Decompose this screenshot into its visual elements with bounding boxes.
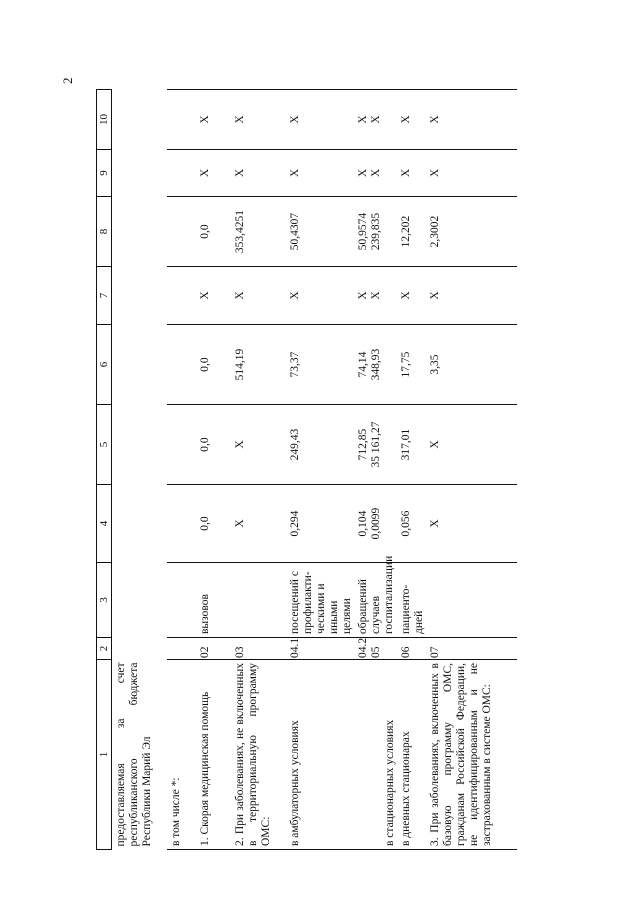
cell-value: 249,43 <box>289 428 301 461</box>
column-header: 1 <box>97 660 112 850</box>
row-unit: вызовов <box>199 594 211 634</box>
cell-value: X <box>428 168 441 178</box>
row-code: 06 <box>399 646 412 658</box>
table-row <box>354 90 397 850</box>
cell-value: 0,056 <box>399 510 412 537</box>
row-code: 05 <box>369 646 382 658</box>
table-row <box>286 90 354 850</box>
table-row <box>167 90 196 850</box>
column-header: 8 <box>97 197 112 267</box>
row-unit: обращений <box>356 579 369 634</box>
cell-value: X <box>289 115 301 124</box>
table-row <box>426 90 517 850</box>
cell-value: 0,294 <box>289 510 301 537</box>
table-row <box>196 90 231 850</box>
cell-value: X <box>289 168 301 178</box>
row-code: 02 <box>199 646 211 658</box>
cell-value: 0,0 <box>199 357 211 372</box>
cell-value: X <box>428 519 441 528</box>
column-header: 10 <box>97 90 112 150</box>
row-code: 04.2 <box>356 637 369 658</box>
column-header: 9 <box>97 150 112 197</box>
cell-value: X <box>234 115 246 124</box>
column-header: 2 <box>97 638 112 660</box>
cell-value: 514,19 <box>234 348 246 381</box>
cell-value: 35 161,27 <box>369 421 382 468</box>
cell-value: 712,85 <box>356 428 369 461</box>
cell-value: 73,37 <box>289 351 301 378</box>
column-header: 6 <box>97 325 112 405</box>
cell-value: X <box>399 115 412 124</box>
row-incl-text: в том числе *: <box>170 777 182 846</box>
row-code: 07 <box>428 646 441 658</box>
cell-value: X <box>369 291 382 300</box>
row-name: в дневных стационарах <box>399 731 412 846</box>
cell-value: 3,35 <box>428 354 441 375</box>
cell-value: X <box>199 115 211 124</box>
table-row <box>112 90 168 850</box>
cell-value: 353,4251 <box>234 209 246 254</box>
row-code: 04.1 <box>289 637 301 658</box>
row-name: 2. При заболеваниях, не включенных в территориальную программу ОМС: <box>234 663 272 846</box>
column-header: 4 <box>97 485 112 563</box>
cell-value: X <box>356 291 369 300</box>
cell-value: 0,0 <box>199 516 211 531</box>
cell-value: 74,14 <box>356 351 369 378</box>
cell-value: 50,4307 <box>289 212 301 251</box>
cell-value: X <box>428 291 441 300</box>
cell-value: X <box>289 291 301 300</box>
cell-value: X <box>234 519 246 528</box>
table-row <box>397 90 426 850</box>
cell-value: 0,0 <box>199 437 211 452</box>
row-name: 3. При заболеваниях, включенных в базовую программу ОМС, гражданам Российской Федерации, не идентифицированным и не застрахованным в системе ОМС: <box>428 663 493 846</box>
cell-value: 348,93 <box>369 348 382 381</box>
cell-value: X <box>199 291 211 300</box>
cell-value: X <box>356 168 369 178</box>
row-unit: случаев госпитализации <box>369 555 395 634</box>
cell-value: X <box>399 291 412 300</box>
column-header: 3 <box>97 563 112 638</box>
cell-value: 0,104 <box>356 510 369 537</box>
cell-value: 0,0 <box>199 224 211 239</box>
row-unit: посещений с профилакти-ческими и иными целями <box>289 571 353 634</box>
cell-value: 17,75 <box>399 351 412 378</box>
cell-value: X <box>356 115 369 124</box>
cell-value: X <box>234 291 246 300</box>
column-header: 5 <box>97 405 112 485</box>
cell-value: X <box>199 168 211 178</box>
cell-value: X <box>399 168 412 178</box>
cell-value: 12,202 <box>399 215 412 248</box>
cell-value: 317,01 <box>399 428 412 461</box>
cell-value: X <box>369 168 382 178</box>
row-name: в амбулаторных условиях <box>289 720 301 846</box>
cell-value: X <box>428 440 441 449</box>
cell-value: X <box>428 115 441 124</box>
table-header <box>97 90 112 850</box>
cell-value: X <box>234 440 246 449</box>
cell-value: 50,9574 <box>356 212 369 251</box>
column-header: 7 <box>97 267 112 325</box>
budget-table <box>96 89 517 850</box>
row-unit: пациенто-дней <box>399 584 425 634</box>
rotated-page <box>96 90 493 850</box>
row-name: в стационарных условиях <box>383 719 396 846</box>
cell-value: 239,835 <box>369 212 382 251</box>
page-number: 2 <box>60 77 75 84</box>
cell-value: X <box>369 115 382 124</box>
row-code: 03 <box>234 646 246 658</box>
row-intro-text: предоставляемая за счет республиканского бюджета Республики Марий Эл <box>115 662 153 847</box>
table-row <box>231 90 286 850</box>
cell-value: X <box>234 168 246 178</box>
row-name: 1. Скорая медицинская помощь <box>199 691 211 846</box>
cell-value: 0,0099 <box>369 507 382 540</box>
cell-value: 2,3002 <box>428 215 441 248</box>
